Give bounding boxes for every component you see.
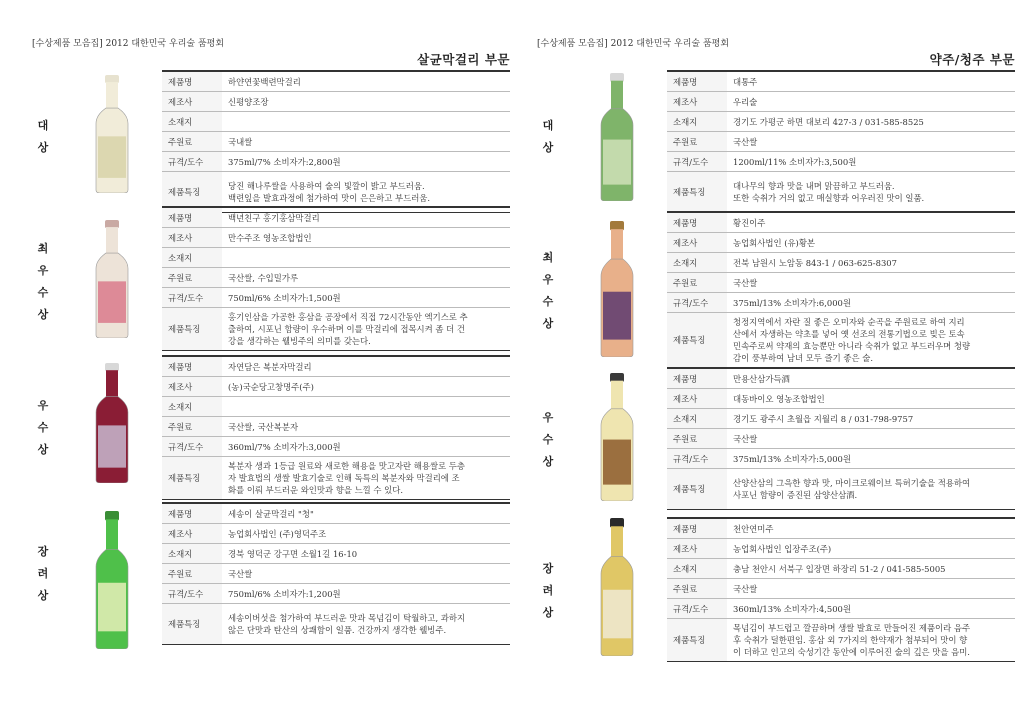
bottle-cap (610, 373, 624, 382)
field-label: 제품특징 (162, 457, 222, 500)
field-value: 세송이 살균막걸리 "청" (222, 503, 510, 524)
info-row-product (667, 368, 1015, 389)
award-entry (32, 206, 162, 342)
field-label: 제품특징 (162, 172, 222, 213)
bottle-label (603, 292, 631, 340)
bottle-illustration (587, 373, 647, 501)
award-label (36, 395, 50, 461)
bottle-illustration (587, 221, 647, 357)
info-row-product (162, 503, 510, 524)
product-info-table (162, 355, 510, 500)
award-char: 우 (37, 264, 49, 277)
field-label: 제품명 (162, 356, 222, 377)
field-value: 농업회사법인 (유)황본 (727, 233, 1015, 253)
field-value: 750ml/6% 소비자가:1,200원 (222, 584, 510, 604)
field-value: 백년친구 홍기홍삼막걸리 (222, 207, 510, 228)
award-char: 우 (542, 273, 554, 286)
award-char: 수 (37, 421, 49, 434)
bottle-label (603, 140, 631, 185)
field-label: 제조사 (667, 389, 727, 409)
bottle-cap (610, 518, 624, 528)
feature-line: 홍기인삼을 가공한 홍삼을 공장에서 직접 72시간동안 엑기스로 추 (228, 312, 468, 322)
info-row-feature (667, 313, 1015, 368)
page-header: [수상제품 모음집] 2012 대한민국 우리술 품평회 (537, 39, 730, 49)
field-value: 전북 남원시 노암동 843-1 / 063-625-8307 (727, 253, 1015, 273)
award-char: 상 (37, 589, 49, 602)
bottle-cap (105, 220, 119, 228)
feature-line: 출하여, 시포닌 함량이 우수하며 이를 막걸리에 접목시켜 좀 더 건 (228, 324, 465, 334)
bottle-image (82, 75, 142, 193)
field-value: 농업회사법인 (주)영덕주조 (222, 524, 510, 544)
field-label: 규격/도수 (667, 599, 727, 619)
award-char: 장 (37, 545, 49, 558)
award-char: 상 (542, 141, 554, 154)
feature-line: 세송이버섯을 첨가하여 부드러운 맛과 목넘김이 탁월하고, 과하지 (228, 613, 466, 623)
info-row-address (162, 248, 510, 268)
field-label: 제품특징 (667, 469, 727, 510)
field-label: 제품명 (667, 212, 727, 233)
award-char: 수 (542, 295, 554, 308)
award-entry (537, 211, 667, 361)
feature-line: 목넘김이 부드럽고 깔끔하며 생쌀 발효로 만들어진 제품이라 음주 (733, 623, 971, 633)
product-info-table (667, 70, 1015, 213)
info-row-spec (162, 152, 510, 172)
field-value: (농)국순당고창명주(주) (222, 377, 510, 397)
field-value: 국산쌀, 국산복분자 (222, 417, 510, 437)
field-label: 소재지 (162, 544, 222, 564)
award-label (36, 541, 50, 607)
bottle-illustration (587, 73, 647, 201)
feature-line: 강을 생각하는 웰빙주의 의미를 갖는다. (228, 336, 371, 346)
info-row-feature (667, 172, 1015, 213)
award-char: 상 (37, 443, 49, 456)
feature-line: 사포닌 함량이 증진된 삼양산삼酒. (733, 490, 858, 500)
field-value: 신평양조장 (222, 92, 510, 112)
info-row-maker (667, 389, 1015, 409)
field-label: 주원료 (162, 268, 222, 288)
feature-text (222, 457, 510, 500)
info-row-feature (162, 308, 510, 351)
field-value: 대동바이오 영농조합법인 (727, 389, 1015, 409)
product-info-table (667, 211, 1015, 368)
field-value (222, 248, 510, 268)
bottle-label (98, 136, 126, 178)
feature-line: 자 발효법의 생쌀 발효기술로 인해 독특의 복분자와 막걸리에 조 (228, 473, 460, 483)
section-title: 살균막걸리 부문 (417, 52, 510, 67)
feature-line: 산에서 자생하는 약초를 넣어 옛 선조의 전통기법으로 빚은 토속 (733, 329, 965, 339)
info-row-maker (162, 92, 510, 112)
field-label: 제조사 (162, 524, 222, 544)
section-title: 약주/청주 부문 (929, 52, 1015, 67)
award-entry (32, 71, 162, 196)
bottle-cap (610, 221, 624, 231)
award-char: 수 (37, 286, 49, 299)
product-info-table (667, 367, 1015, 510)
info-row-ingredients (667, 429, 1015, 449)
bottle-illustration (82, 75, 142, 193)
field-value: 만용산삼가득酒 (727, 368, 1015, 389)
feature-text (727, 619, 1015, 662)
award-entry (537, 514, 667, 659)
field-value (222, 397, 510, 417)
field-value: 375ml/13% 소비자가:6,000원 (727, 293, 1015, 313)
right-page (537, 0, 1017, 727)
award-char: 우 (37, 399, 49, 412)
info-row-spec (162, 437, 510, 457)
info-row-address (162, 397, 510, 417)
field-value: 황진이주 (727, 212, 1015, 233)
field-label: 제조사 (667, 539, 727, 559)
feature-line: 또한 숙취가 거의 없고 매실향과 어우러진 맛이 일품. (733, 193, 925, 203)
field-value (222, 112, 510, 132)
info-row-maker (667, 92, 1015, 112)
bottle-image (587, 518, 647, 656)
field-label: 제조사 (162, 377, 222, 397)
info-row-product (162, 356, 510, 377)
field-label: 소재지 (162, 248, 222, 268)
award-label (36, 238, 50, 326)
field-label: 제품명 (162, 71, 222, 92)
field-value: 국산쌀 (727, 429, 1015, 449)
field-value: 국산쌀 (727, 579, 1015, 599)
field-value: 360ml/7% 소비자가:3,000원 (222, 437, 510, 457)
feature-line: 백련잎을 발효과정에 첨가하여 맛이 은은하고 부드러움. (228, 193, 431, 203)
info-row-spec (162, 584, 510, 604)
feature-line: 민속주로써 약재의 효능뿐만 아니라 숙취가 없고 부드러우며 청량 (733, 341, 971, 351)
bottle-label (98, 281, 126, 323)
feature-line: 청정지역에서 자란 질 좋은 오미자와 순곡을 주원료로 하여 지리 (733, 317, 965, 327)
info-row-address (667, 559, 1015, 579)
field-label: 제품특징 (667, 172, 727, 213)
field-label: 제조사 (667, 233, 727, 253)
field-label: 제조사 (667, 92, 727, 112)
bottle-illustration (587, 518, 647, 656)
info-row-feature (162, 457, 510, 500)
field-label: 주원료 (667, 579, 727, 599)
field-value: 경기도 가평군 하면 대보리 427-3 / 031-585-8525 (727, 112, 1015, 132)
info-row-ingredients (667, 132, 1015, 152)
feature-line: 산양산삼의 그윽한 향과 맛, 마이크로웨이브 특허기술을 적용하여 (733, 478, 971, 488)
award-char: 우 (542, 411, 554, 424)
feature-text (222, 308, 510, 351)
field-label: 소재지 (162, 397, 222, 417)
field-label: 소재지 (667, 559, 727, 579)
info-row-address (162, 112, 510, 132)
field-value: 농업회사법인 입장주조(주) (727, 539, 1015, 559)
bottle-label (98, 583, 126, 632)
field-value: 국산쌀 (222, 564, 510, 584)
field-label: 제조사 (162, 92, 222, 112)
award-char: 상 (542, 317, 554, 330)
feature-line: 않은 단맛과 탄산의 상쾌함이 일품. 건강까지 생각한 웰빙주. (228, 625, 447, 635)
field-label: 규격/도수 (162, 152, 222, 172)
field-value: 1200ml/11% 소비자가:3,500원 (727, 152, 1015, 172)
field-label: 제품명 (667, 368, 727, 389)
info-row-feature (667, 619, 1015, 662)
info-row-product (162, 207, 510, 228)
award-entry (32, 501, 162, 651)
field-label: 주원료 (667, 273, 727, 293)
field-value: 천안연미주 (727, 518, 1015, 539)
field-value: 우리술 (727, 92, 1015, 112)
field-value: 충남 천안시 서북구 입장면 하장리 51-2 / 041-585-5005 (727, 559, 1015, 579)
award-entry (537, 71, 667, 206)
field-label: 제품특징 (162, 308, 222, 351)
field-label: 제품명 (162, 207, 222, 228)
award-char: 대 (542, 119, 554, 132)
field-label: 규격/도수 (162, 437, 222, 457)
field-label: 제품특징 (667, 313, 727, 368)
field-label: 주원료 (162, 417, 222, 437)
field-label: 제품명 (667, 71, 727, 92)
info-row-ingredients (162, 268, 510, 288)
award-entry (32, 355, 162, 491)
field-label: 규격/도수 (162, 288, 222, 308)
field-label: 제품특징 (667, 619, 727, 662)
bottle-image (82, 511, 142, 649)
award-label (541, 115, 555, 159)
field-value: 대통주 (727, 71, 1015, 92)
left-page (32, 0, 512, 727)
info-row-spec (162, 288, 510, 308)
bottle-label (603, 440, 631, 485)
info-row-product (667, 518, 1015, 539)
award-char: 려 (37, 567, 49, 580)
feature-line: 화를 이뤄 부드러운 와인맛과 향을 느낄 수 있다. (228, 485, 404, 495)
product-info-table (162, 70, 510, 213)
field-label: 제조사 (162, 228, 222, 248)
feature-line: 후 숙취가 덜한편임. 홍삼 외 7가지의 한약재가 첨부되어 맛이 향 (733, 635, 968, 645)
feature-text (727, 172, 1015, 213)
field-value: 만수주조 영농조합법인 (222, 228, 510, 248)
field-label: 주원료 (667, 132, 727, 152)
field-label: 주원료 (162, 132, 222, 152)
field-label: 규격/도수 (162, 584, 222, 604)
info-row-ingredients (162, 417, 510, 437)
feature-text (727, 469, 1015, 510)
field-label: 제품명 (667, 518, 727, 539)
info-row-ingredients (667, 273, 1015, 293)
field-label: 주원료 (162, 564, 222, 584)
field-value: 360ml/13% 소비자가:4,500원 (727, 599, 1015, 619)
info-row-address (667, 253, 1015, 273)
bottle-cap (105, 511, 119, 521)
feature-line: 대나무의 향과 맛을 내며 맑끔하고 부드러움. (733, 181, 895, 191)
award-char: 장 (542, 562, 554, 575)
info-row-product (667, 71, 1015, 92)
feature-text (222, 604, 510, 645)
award-char: 상 (37, 141, 49, 154)
field-label: 규격/도수 (667, 152, 727, 172)
info-row-maker (162, 377, 510, 397)
bottle-image (82, 220, 142, 338)
award-char: 상 (37, 308, 49, 321)
field-value: 국산쌀, 수입밀가루 (222, 268, 510, 288)
bottle-image (587, 373, 647, 501)
award-char: 상 (542, 606, 554, 619)
feature-line: 이 더하고 인고의 숙성기간 동안에 이루어진 술의 깊은 맛을 음미. (733, 647, 970, 657)
info-row-address (667, 409, 1015, 429)
field-label: 제품특징 (162, 604, 222, 645)
info-row-address (667, 112, 1015, 132)
field-value: 국산쌀 (727, 273, 1015, 293)
field-value: 375ml/13% 소비자가:5,000원 (727, 449, 1015, 469)
field-value: 자연담은 복분자막걸리 (222, 356, 510, 377)
info-row-ingredients (162, 132, 510, 152)
bottle-image (587, 73, 647, 201)
field-value: 국산쌀 (727, 132, 1015, 152)
field-value: 375ml/7% 소비자가:2,800원 (222, 152, 510, 172)
award-label (541, 247, 555, 335)
bottle-image (587, 221, 647, 357)
field-label: 소재지 (162, 112, 222, 132)
bottle-illustration (82, 363, 142, 483)
info-row-feature (162, 604, 510, 645)
field-value: 경기도 광주시 초월읍 지월리 8 / 031-798-9757 (727, 409, 1015, 429)
feature-line: 감이 풍부하여 남녀 모두 즐기 좋은 술. (733, 353, 873, 363)
field-label: 규격/도수 (667, 449, 727, 469)
award-label (36, 115, 50, 159)
info-row-spec (667, 152, 1015, 172)
field-value: 국내쌀 (222, 132, 510, 152)
info-row-maker (162, 524, 510, 544)
info-row-ingredients (667, 579, 1015, 599)
bottle-illustration (82, 220, 142, 338)
bottle-cap (105, 75, 119, 83)
bottle-label (98, 425, 126, 467)
field-label: 제품명 (162, 503, 222, 524)
info-row-product (667, 212, 1015, 233)
page-header: [수상제품 모음집] 2012 대한민국 우리술 품평회 (32, 39, 225, 49)
info-row-maker (667, 539, 1015, 559)
info-row-spec (667, 449, 1015, 469)
product-info-table (667, 517, 1015, 662)
award-char: 최 (542, 251, 554, 264)
field-value: 750ml/6% 소비자가:1,500원 (222, 288, 510, 308)
bottle-cap (105, 363, 119, 371)
bottle-image (82, 363, 142, 483)
info-row-ingredients (162, 564, 510, 584)
field-label: 규격/도수 (667, 293, 727, 313)
bottle-cap (610, 73, 624, 82)
award-label (541, 407, 555, 473)
award-char: 수 (542, 433, 554, 446)
info-row-address (162, 544, 510, 564)
field-label: 소재지 (667, 253, 727, 273)
award-char: 상 (542, 455, 554, 468)
info-row-maker (162, 228, 510, 248)
field-label: 소재지 (667, 112, 727, 132)
field-label: 소재지 (667, 409, 727, 429)
award-label (541, 558, 555, 624)
info-row-feature (667, 469, 1015, 510)
award-entry (537, 365, 667, 505)
award-char: 대 (37, 119, 49, 132)
feature-text (727, 313, 1015, 368)
bottle-illustration (82, 511, 142, 649)
field-label: 주원료 (667, 429, 727, 449)
award-char: 려 (542, 584, 554, 597)
feature-line: 당진 해나루쌀을 사용하여 술의 빛깔이 밝고 부드러움. (228, 181, 425, 191)
field-value: 경북 영덕군 강구면 소월1길 16-10 (222, 544, 510, 564)
info-row-spec (667, 599, 1015, 619)
info-row-spec (667, 293, 1015, 313)
product-info-table (162, 502, 510, 645)
feature-line: 복분자 생과 1등급 원료와 새로한 해용을 맛고자란 해용쌀로 두층 (228, 461, 465, 471)
bottle-label (603, 590, 631, 639)
field-value: 하얀연꽃백련막걸리 (222, 71, 510, 92)
product-info-table (162, 206, 510, 351)
info-row-product (162, 71, 510, 92)
award-char: 최 (37, 242, 49, 255)
info-row-maker (667, 233, 1015, 253)
